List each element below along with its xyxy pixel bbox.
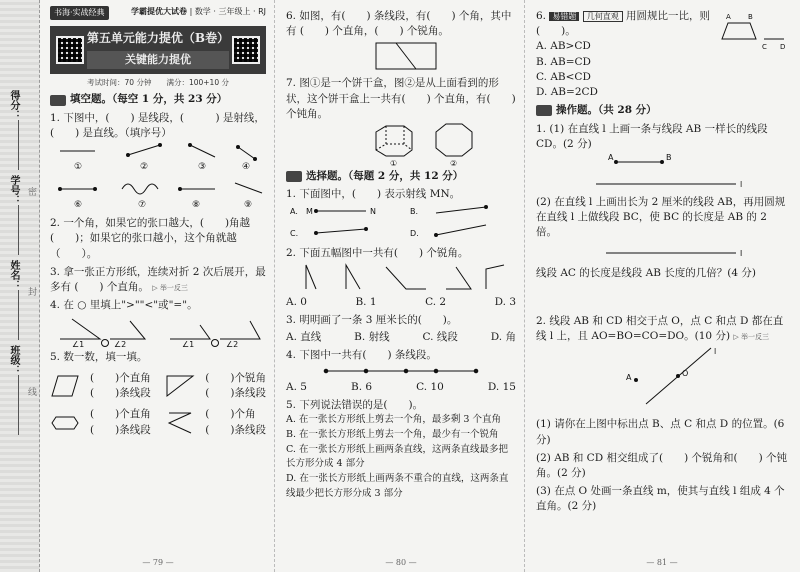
svg-text:C: C (762, 43, 767, 51)
pencil-icon (536, 105, 552, 116)
operation-1c: 线段 AC 的长度是线段 AB 长度的几倍？(4 分) (536, 266, 756, 279)
choice-4: 4. 下图中一共有( ) 条线段。 (286, 349, 437, 362)
qr-code-icon (56, 36, 84, 64)
question-2: 2. 一个角，如果它的张口越大，( )角越 ( )；如果它的张口越小，这个角就越（ ）。 (50, 217, 251, 260)
svg-text:N: N (370, 206, 376, 216)
svg-text:l: l (740, 248, 743, 258)
blank-line (18, 290, 19, 340)
parallelogram-shape (50, 372, 80, 400)
header (50, 6, 266, 20)
intersect-figure (536, 344, 786, 414)
lines-figure (50, 141, 267, 213)
svg-text:A: A (626, 373, 632, 383)
figure-label: ① (74, 162, 83, 173)
svg-text:B.: B. (410, 206, 419, 216)
svg-text:M: M (306, 206, 313, 216)
figure-label: ⑦ (138, 200, 147, 211)
binding-strip (0, 0, 40, 572)
svg-text:D.: D. (410, 228, 419, 238)
figure-label: ⑧ (192, 200, 201, 211)
seal-char: 密 (28, 188, 38, 198)
unit-title: 第五单元能力提优（B卷） (86, 31, 230, 46)
choice-3-options: A. 直线 B. 射线 C. 线段 D. 角 (286, 331, 516, 344)
page-number: — 79 — (142, 558, 174, 568)
shape-grid: ( )个直角 ( )条线段 ( )个锐角 ( )条线段 (50, 369, 266, 403)
figure-label: ③ (198, 162, 207, 173)
shape-grid: ( )个直角 ( )条线段 ( )个角 ( )条线段 (50, 405, 266, 439)
svg-text:l: l (714, 347, 717, 357)
svg-text:l: l (740, 179, 743, 189)
question-3: 3. 拿一张正方形纸，连续对折 2 次后展开，最多有 ( ) 个直角。 ▷ 举一反三 (50, 265, 266, 293)
column-3 (528, 0, 796, 572)
svg-text:②: ② (450, 159, 458, 167)
page-number: — 80 — (385, 558, 417, 568)
blank-line (18, 205, 19, 255)
question-7: 7. 图①是一个饼干盒，图②是从上面看到的形状，这个饼干盒上一共有( ) 个直角，有( ) 个钝角。 (286, 77, 516, 120)
column-2 (278, 0, 525, 572)
blank-line (18, 375, 19, 435)
section-fill-blank: 填空题。（每空 1 分，共 23 分） (50, 92, 266, 107)
biscuit-box-figure (286, 122, 517, 166)
pencil-icon (50, 95, 66, 106)
angle-compare-figure (50, 313, 267, 347)
line-l-figure-2 (536, 241, 786, 263)
operation-1: 1. (1) 在直线 l 上画一条与线段 AB 一样长的线段 CD。(2 分) (536, 122, 768, 150)
trapezoid-figure (718, 9, 788, 53)
section-operation: 操作题。（共 28 分） (536, 103, 788, 118)
page-number: — 81 — (646, 558, 678, 568)
choice-5-options: A. 在一张长方形纸上剪去一个角，最多剩 3 个直角 B. 在一张长方形纸上剪去一个角，最少有一个锐角 C. 在一张长方形纸上画两条直线，这两条直线最多把长方形分成 4 部分 D. 在一张长方形纸上画两条不重合的直线，这两条直线最少把长方形分成 3 部分 (286, 414, 509, 499)
choice-6: 6. 易错题 几何直观 用圆规比一比，则( )。 A. AB>CD B. AB=CD C. AB<CD D. AB=2CD A B C D (536, 9, 788, 100)
seal-char: 封 (28, 288, 38, 298)
zigzag-angles-shape (165, 409, 195, 437)
svg-text:A: A (726, 13, 731, 21)
class-label: 班级： (8, 345, 19, 375)
unit-banner (50, 26, 266, 74)
question-1: 1. 下图中，( ) 是线段，( ) 是射线，( ) 是直线。（填序号） (50, 111, 265, 139)
figure-label: ⑨ (244, 200, 253, 211)
operation-2b: (2) AB 和 CD 相交组成了( ) 个锐角和( ) 个钝角。(2 分) (536, 451, 788, 479)
svg-text:①: ① (390, 159, 398, 167)
choice-4-options: A. 5 B. 6 C. 10 D. 15 (286, 380, 516, 393)
section-choice: 选择题。（每题 2 分，共 12 分） (286, 169, 516, 184)
svg-text:O: O (682, 369, 689, 379)
unit-subtitle: 关键能力提优 (87, 51, 229, 69)
choice-5: 5. 下列说法错误的是( )。 (286, 398, 424, 411)
figure-label: ② (140, 162, 149, 173)
figure-label: ④ (242, 162, 251, 173)
series-tag: 书海·实战经典 (50, 6, 109, 20)
svg-text:A.: A. (290, 206, 298, 216)
ray-options-figure (286, 203, 517, 243)
exam-meta: 考试时间：70 分钟 满分：100+10 分 (87, 77, 229, 87)
svg-text:∠1: ∠1 (72, 340, 85, 348)
figure-label: ⑥ (74, 200, 83, 211)
svg-text:B: B (748, 13, 753, 21)
operation-2c: (3) 在点 O 处画一条直线 m，使其与直线 l 组成 4 个直角。(2 分) (536, 485, 785, 513)
line-l-figure (536, 152, 786, 192)
svg-text:∠1: ∠1 (182, 340, 195, 348)
choice-1: 1. 下面图中，( ) 表示射线 MN。 (286, 188, 461, 201)
rectangle-diagonal-figure (286, 39, 517, 73)
seal-char: 线 (28, 388, 38, 398)
choice-3: 3. 明明画了一条 3 厘米长的( )。 (286, 313, 458, 326)
svg-text:∠2: ∠2 (114, 340, 127, 348)
svg-text:B: B (666, 152, 672, 162)
column-1 (42, 0, 275, 572)
blank-line (18, 120, 19, 170)
student-id-label: 学号： (8, 175, 19, 205)
svg-text:∠2: ∠2 (226, 340, 239, 348)
triangle-shape (165, 372, 195, 400)
series-info: 学霸提优大试卷 | 数学 · 三年级上 · RJ (131, 7, 266, 16)
question-6: 6. 如图，有( ) 条线段，有( ) 个角，其中有 ( ) 个直角，( ) 个锐角。 (286, 10, 512, 38)
choice-2: 2. 下面五幅图中一共有( ) 个锐角。 (286, 246, 469, 259)
hexagon-shape (50, 409, 80, 437)
qr-code-icon (232, 36, 260, 64)
svg-text:A: A (608, 152, 614, 162)
operation-1b: (2) 在直线 l 上画出长为 2 厘米的线段 AB，再用圆规在直线 l 上做线段 BC，使 BC 的长度是 AB 的 2 倍。 (536, 195, 786, 239)
choice-2-options: A. 0 B. 1 C. 2 D. 3 (286, 295, 516, 308)
name-label: 姓名： (8, 260, 19, 290)
question-4: 4. 在 ○ 里填上">""<"或"="。 (50, 299, 198, 312)
question-5: 5. 数一数，填一填。 (50, 351, 148, 364)
operation-2: 2. 线段 AB 和 CD 相交于点 O，点 C 和点 D 都在直线 l 上，且 AO=BO=CO=DO。(10 分) ▷ 举一反三 (536, 314, 784, 343)
svg-text:C.: C. (290, 228, 299, 238)
five-angles-figure (286, 261, 517, 293)
svg-text:D: D (780, 43, 786, 51)
operation-2a: (1) 请你在上图中标出点 B、点 C 和点 D 的位置。(6 分) (536, 418, 785, 446)
score-label: 得分： (8, 90, 19, 120)
segment-points-figure (286, 364, 517, 378)
pencil-icon (286, 171, 302, 182)
